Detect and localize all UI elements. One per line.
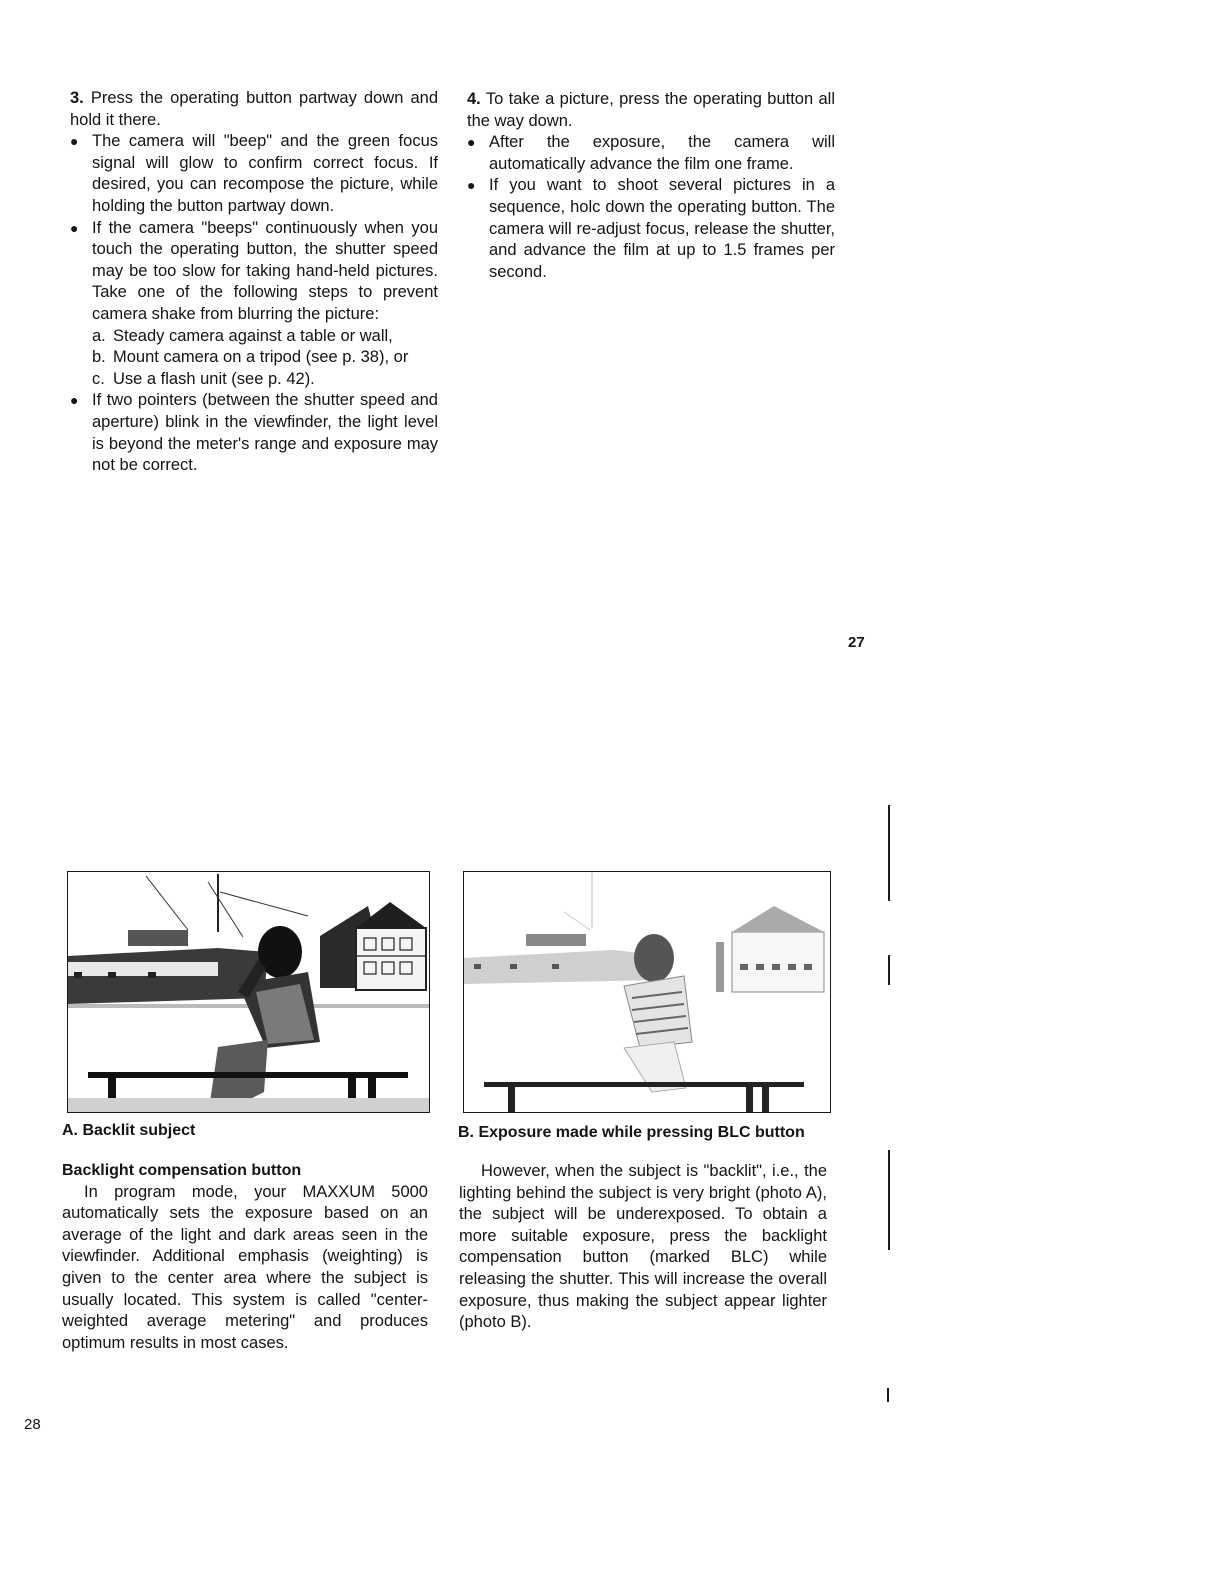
scan-edge-rule [888,1150,890,1250]
metering-paragraph: In program mode, your MAXXUM 5000 automatically sets the exposure based on an average of the light and dark areas seen in the viewfinder. Additional emphasis (weighting) is given to the center area where the subject is usually located. This system is called "center-weighted average metering" and produces optimum results in most cases. [62,1182,428,1352]
sub-step-a-text: Steady camera against a table or wall, [113,326,393,345]
step-3-bullets [70,131,438,325]
step-4-number: 4. [467,90,481,108]
step-3 [70,88,438,131]
sub-step-b [92,347,438,369]
page-27-left-column [70,88,438,477]
page-28-right-column [459,1161,827,1334]
scan-edge-rule [888,805,890,901]
step-3-text: Press the operating button partway down and hold it there. [70,89,439,129]
bullet-sequence: ● If you want to shoot several pictures in a sequence, holc down the operating button. The camera will re-adjust focus, release the shutter, and advance the film at up to 1.5 frames per second. [467,175,835,283]
page-28-left-column [62,1160,428,1354]
page-number-27: 27 [848,634,865,651]
page-27-right-column [467,89,835,283]
sub-step-c-letter: c. [92,369,105,388]
step-4-text: To take a picture, press the operating button all the way down. [467,90,835,130]
sub-step-b-letter: b. [92,348,106,367]
backlit-paragraph: However, when the subject is "backlit", i.e., the lighting behind the subject is very bright (photo A), the subject will be underexposed. To obtain a more suitable exposure, press the backlight compensation button (marked BLC) while releasing the shutter. This will increase the overall exposure, thus making the subject appear lighter (photo B). [459,1162,827,1332]
bullet-pointers-blink: ● If two pointers (between the shutter speed and aperture) blink in the viewfinder, the light level is beyond the meter's range and exposure may not be correct. [70,390,438,476]
bullet-continuous-beep: ● If the camera "beeps" continuously when you touch the operating button, the shutter speed may be too slow for taking hand-held pictures. Take one of the following steps to prevent camera shake from blurring the picture: [70,218,438,326]
step-3-number: 3. [70,89,84,107]
photo-a-illustration [68,872,429,1112]
sub-step-b-text: Mount camera on a tripod (see p. 38), or [113,348,409,367]
pointer-blink-bullets [70,390,438,476]
sub-step-a-letter: a. [92,326,106,345]
scan-edge-rule [887,1388,889,1402]
photo-b-caption: B. Exposure made while pressing BLC button [458,1124,805,1141]
sub-step-c [92,369,438,391]
camera-shake-steps [70,326,438,391]
photo-b-illustration [464,872,830,1112]
step-4-bullets [467,132,835,283]
sub-step-a [92,326,438,348]
bullet-focus-beep: ● The camera will "beep" and the green focus signal will glow to confirm correct focus. If desired, you can recompose the picture, while holding the button partway down. [70,131,438,217]
blc-heading: Backlight compensation button [62,1162,302,1179]
photo-a-backlit-subject [67,871,430,1113]
bullet-auto-advance: ● After the exposure, the camera will automatically advance the film one frame. [467,132,835,175]
photo-a-caption: A. Backlit subject [62,1122,196,1139]
photo-b-blc-exposure [463,871,831,1113]
sub-step-c-text: Use a flash unit (see p. 42). [113,369,315,388]
page-number-28: 28 [24,1416,41,1433]
scan-edge-rule [888,955,890,985]
step-4 [467,89,835,132]
